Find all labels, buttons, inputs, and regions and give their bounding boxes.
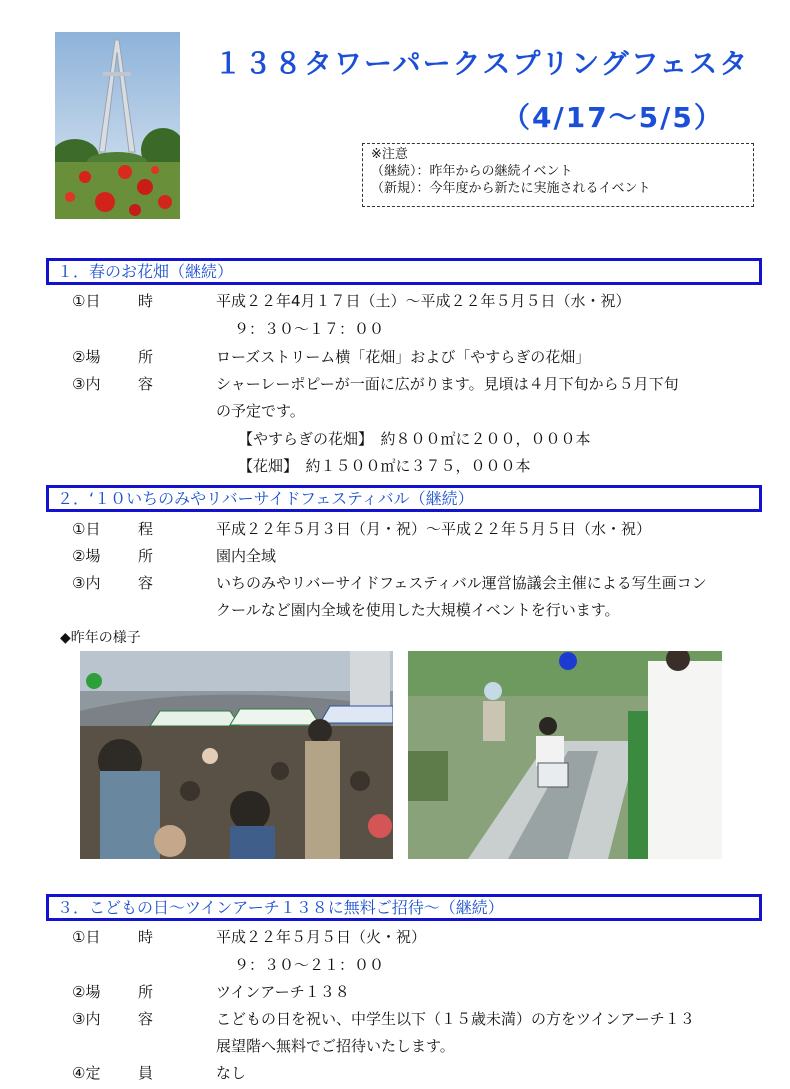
s1-row-yasuragi: 【やすらぎの花畑】 約８００㎡に２００，０００本 [238, 430, 591, 448]
s1-row-date: ①日 時 平成２２年4月１７日（土）～平成２２年５月５日（水・祝） [72, 292, 631, 310]
section-3-heading: ３．こどもの日～ツインアーチ１３８に無料ご招待～（継続） [46, 894, 762, 921]
s2-row-place: ②場 所 園内全域 [72, 547, 277, 565]
s3-row-time: ９：３０～２１：００ [234, 956, 385, 974]
s2-row-date: ①日 程 平成２２年５月３日（月・祝）～平成２２年５月５日（水・祝） [72, 520, 652, 538]
s1-row-time: ９：３０～１７：００ [234, 320, 385, 338]
festival-crowd-photo [80, 651, 393, 859]
s1-row-hanabatake: 【花畑】 約１５００㎡に３７５，０００本 [238, 457, 531, 475]
notice-box [362, 143, 754, 207]
s3-row-content-cont: 展望階へ無料でご招待いたします。 [216, 1037, 455, 1055]
s3-row-content: ③内 容 こどもの日を祝い、中学生以下（１５歳未満）の方をツインアーチ１３ [72, 1010, 695, 1028]
page-title: １３８タワーパークスプリングフェスタ [214, 47, 750, 80]
notice-heading: ※注意 [371, 147, 408, 162]
s2-row-content: ③内 容 いちのみやリバーサイドフェスティバル運営協議会主催による写生画コン [72, 574, 707, 592]
s3-row-capacity: ④定 員 なし [72, 1064, 247, 1082]
s1-row-content: ③内 容 シャーレーポピーが一面に広がります。見頃は４月下旬から５月下旬 [72, 375, 679, 393]
tower-photo [55, 32, 180, 219]
photo-caption: ◆昨年の様子 [60, 630, 141, 646]
page-subtitle: （4/17～5/5） [502, 101, 724, 134]
section-2-heading: ２．‘１０いちのみやリバーサイドフェスティバル（継続） [46, 485, 762, 512]
s3-row-date: ①日 時 平成２２年５月５日（火・祝） [72, 928, 427, 946]
s1-row-place: ②場 所 ローズストリーム横「花畑」および「やすらぎの花畑」 [72, 348, 591, 366]
notice-line-continuing: （継続）：昨年からの継続イベント [371, 164, 573, 179]
s3-row-place: ②場 所 ツインアーチ１３８ [72, 983, 350, 1001]
s1-row-content-cont: の予定です。 [216, 402, 305, 420]
mini-train-photo [408, 651, 722, 859]
notice-line-new: （新規）：今年度から新たに実施されるイベント [371, 181, 651, 196]
s2-row-content-cont: クールなど園内全域を使用した大規模イベントを行います。 [216, 601, 620, 619]
section-1-heading: １．春のお花畑（継続） [46, 258, 762, 285]
